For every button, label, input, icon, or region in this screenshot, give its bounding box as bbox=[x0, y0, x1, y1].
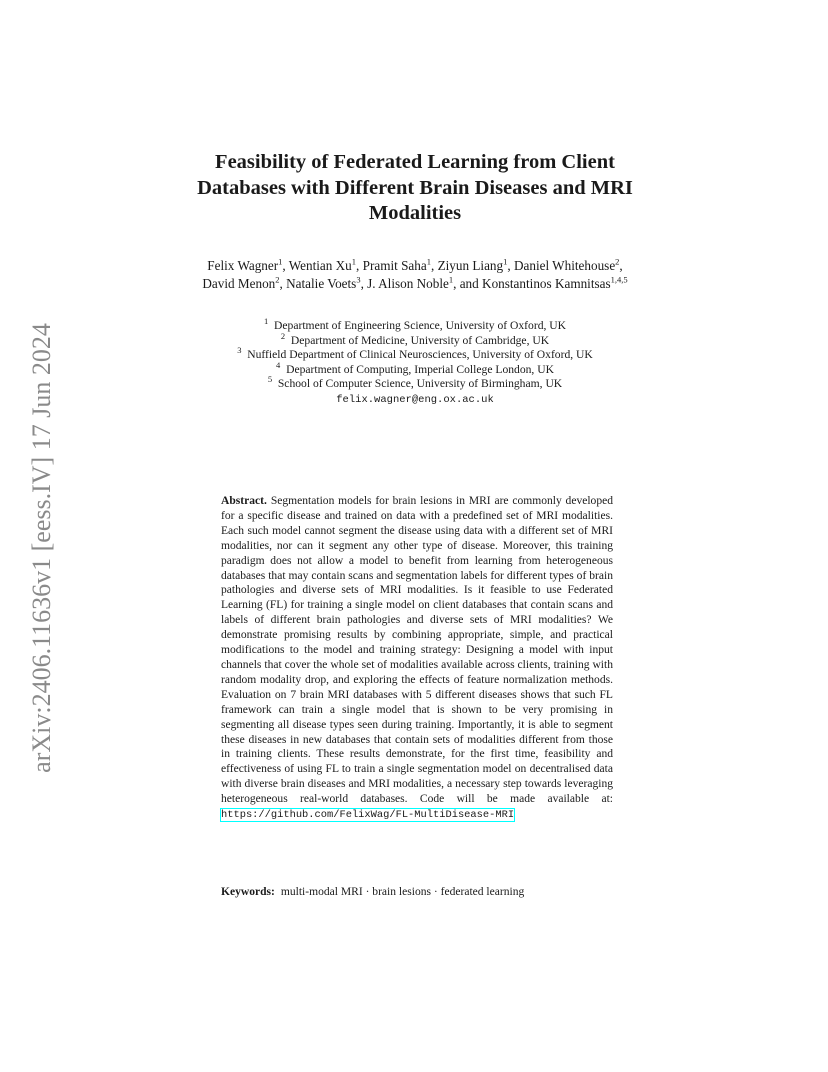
author-affiliation-marker: 3 bbox=[356, 274, 361, 285]
author-affiliation-marker: 1 bbox=[278, 256, 283, 267]
affiliation-text: Department of Medicine, University of Cambridge, UK bbox=[290, 333, 550, 347]
author-name: Daniel Whitehouse bbox=[513, 258, 616, 273]
affiliation-line bbox=[180, 330, 650, 349]
author-name: Felix Wagner bbox=[207, 258, 279, 273]
affiliation-line bbox=[180, 316, 650, 334]
affiliation-line bbox=[180, 374, 650, 392]
affiliation-number: 2 bbox=[280, 330, 286, 341]
author-list: Felix Wagner$^1$, Wentian Xu$^1$, Pramit Saha$^1$, Ziyun Liang$^1$, Daniel Whitehouse$^2$, David Menon$^2$, Natalie Voets$^3$, J. Alison Noble$^1$, and Konstantinos Kamnitsas$^{1,4,5}$ bbox=[202, 256, 628, 291]
author-affiliation-marker: 2 bbox=[615, 256, 620, 267]
abstract-text: Segmentation models for brain lesions in MRI are commonly developed for a specific disease and trained on data with a predefined set of MRI modalities. Each such model cannot segment the disease using data with a different set of MRI modalities, nor can it segment any other type of disease. Moreover, this training paradigm does not allow a model to benefit from learning from heterogeneous databases that may contain scans and segmentation labels for different types of brain pathologies and diverse sets of MRI modalities. Is it feasible to use Federated Learning (FL) for training a single model on client databases that contain scans and labels of different brain pathologies and diverse sets of MRI modalities? We demonstrate promising results by combining appropriate, simple, and practical modifications to the model and training strategy: Designing a model with input channels that cover the whole set of modalities available across clients, training with random modality drop, and exploring the effects of feature normalization methods. Evaluation on 7 brain MRI databases with 5 different diseases shows that such FL framework can train a single model that is shown to be very promising in segmenting all disease types seen during training. Importantly, it is able to segment these diseases in new databases that contain sets of modalities different from those in training clients. These results demonstrate, for the first time, feasibility and effectiveness of using FL to train a single segmentation model on decentralised data with diverse brain diseases and MRI modalities, a necessary step towards leveraging heterogeneous real-world databases. Code will be made available at: bbox=[221, 495, 613, 806]
affiliation-text: Nuffield Department of Clinical Neurosciences, University of Oxford, UK bbox=[247, 348, 593, 361]
affiliation-number: 1 bbox=[263, 316, 269, 327]
keywords-text: multi-modal MRI · brain lesions · federated learning bbox=[280, 886, 525, 898]
abstract-section bbox=[221, 494, 613, 823]
author-affiliation-marker: 1 bbox=[503, 256, 508, 267]
affiliation-number: 4 bbox=[276, 359, 281, 370]
author-affiliation-marker: 1 bbox=[426, 256, 431, 267]
author-name: Konstantinos Kamnitsas bbox=[482, 276, 611, 291]
author-affiliation-marker: 2 bbox=[275, 274, 280, 285]
author-affiliation-marker: 1 bbox=[448, 274, 454, 285]
affiliation-number: 3 bbox=[237, 345, 242, 356]
contact-email[interactable]: felix.wagner@eng.ox.ac.uk bbox=[336, 393, 494, 406]
author-name: Natalie Voets bbox=[286, 276, 357, 291]
keywords-section bbox=[221, 885, 613, 900]
author-affiliation-marker: 1,4,5 bbox=[610, 274, 628, 285]
affiliation-text: Department of Engineering Science, University of Oxford, UK bbox=[274, 319, 567, 332]
affiliation-text: School of Computer Science, University of Birmingham, UK bbox=[277, 377, 563, 390]
affiliation-line bbox=[180, 359, 650, 378]
keywords-label: Keywords: bbox=[221, 886, 275, 898]
author-name: Wentian Xu bbox=[288, 258, 352, 273]
arxiv-identifier-stamp: arXiv:2406.11636v1 [eess.IV] 17 Jun 2024 bbox=[27, 323, 56, 773]
author-name: J. Alison Noble bbox=[367, 276, 449, 291]
paper-title: Feasibility of Federated Learning from Client Databases with Different Brain Diseases and MRI Modalities bbox=[197, 151, 633, 224]
abstract-label: Abstract. bbox=[221, 495, 267, 507]
author-name: Pramit Saha bbox=[362, 258, 427, 273]
affiliation-number: 5 bbox=[267, 374, 273, 385]
code-repository-link[interactable]: https://github.com/FelixWag/FL-MultiDisease-MRI bbox=[221, 809, 515, 822]
affiliation-line bbox=[180, 345, 650, 363]
affiliation-text: Department of Computing, Imperial College London, UK bbox=[286, 362, 554, 376]
affiliation-list bbox=[180, 316, 650, 407]
author-name: Ziyun Liang bbox=[437, 258, 504, 273]
author-affiliation-marker: 1 bbox=[351, 256, 357, 267]
author-name: David Menon bbox=[202, 276, 276, 291]
